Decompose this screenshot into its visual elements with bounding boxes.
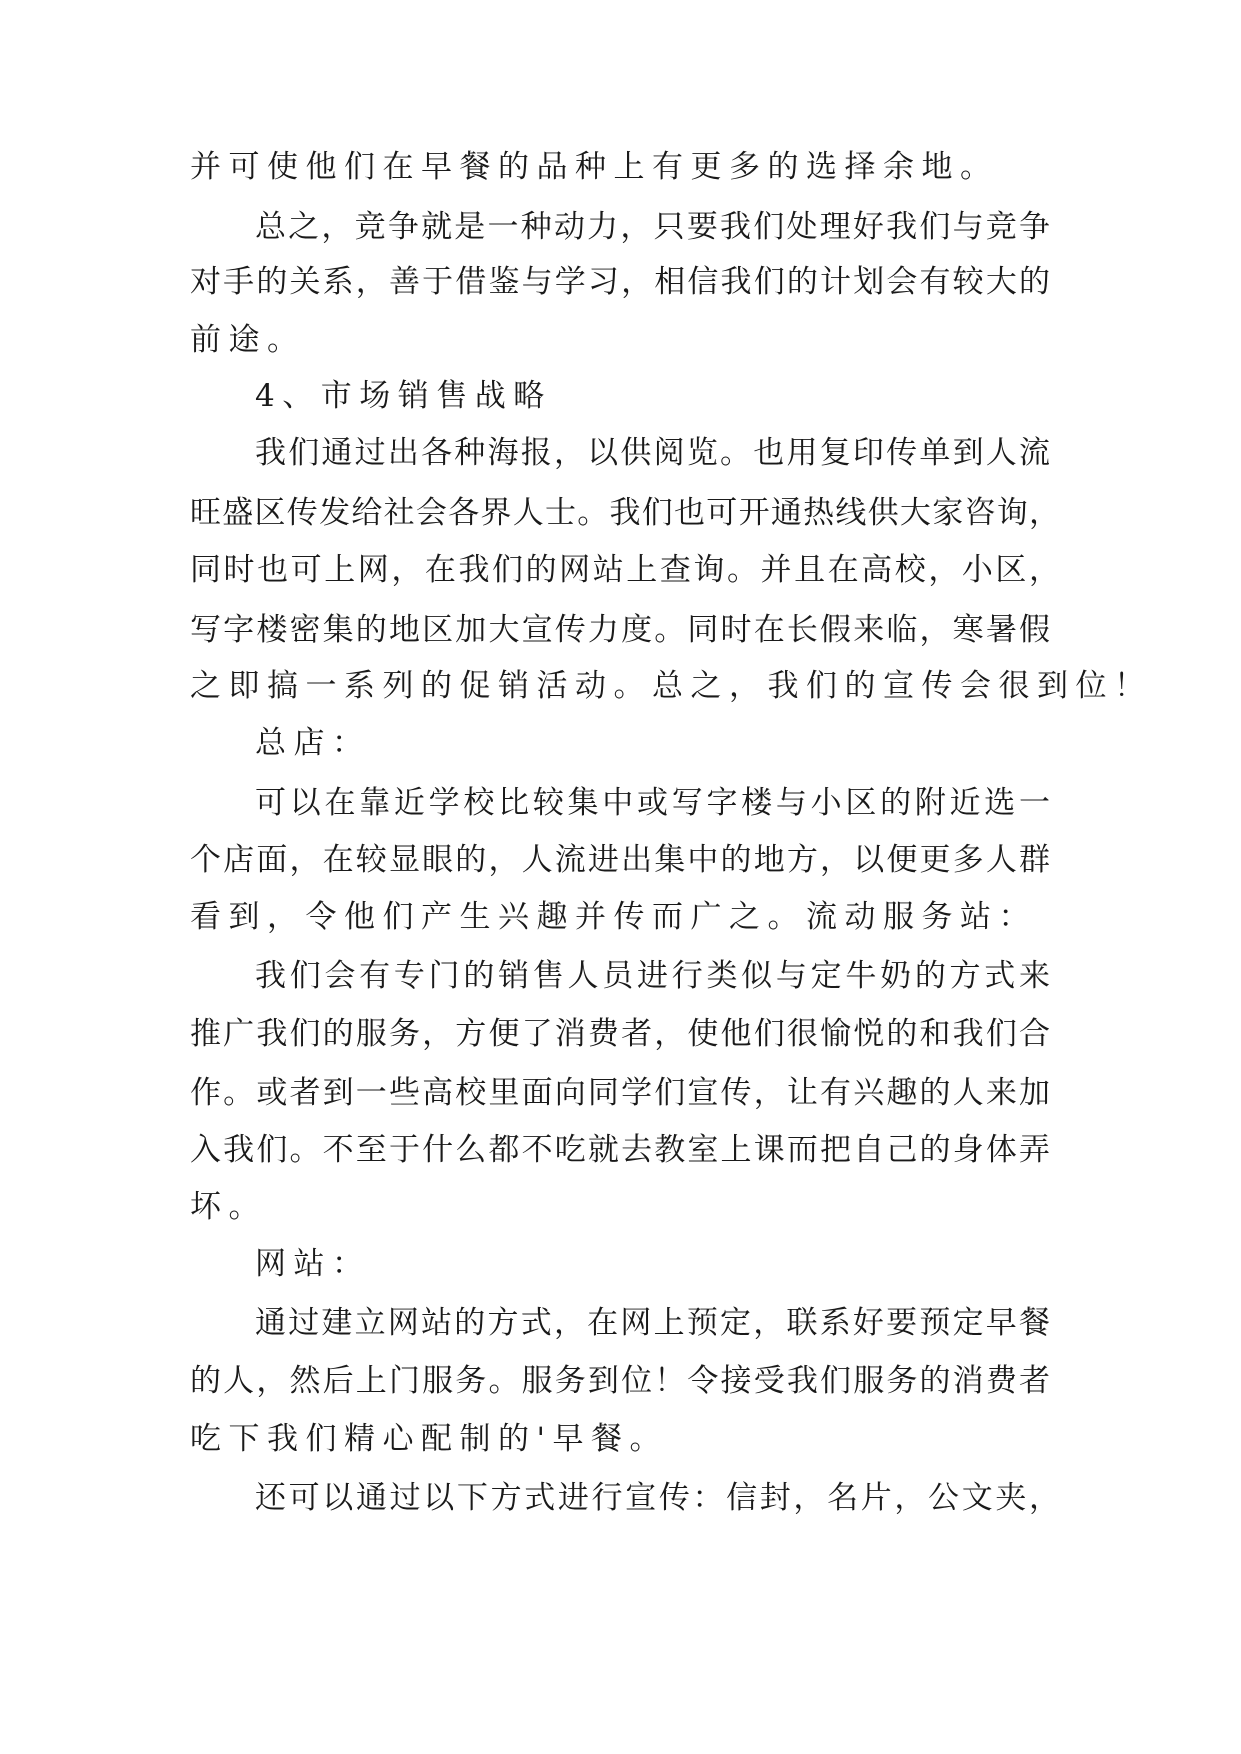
text-line: 作。或者到一些高校里面向同学们宣传，让有兴趣的人来加 [190, 1075, 1050, 1111]
text-line: 我们会有专门的销售人员进行类似与定牛奶的方式来 [255, 958, 1050, 994]
text-line: 我们通过出各种海报，以供阅览。也用复印传单到人流 [255, 435, 1050, 471]
text-line: 看到，令他们产生兴趣并传而广之。流动服务站： [190, 899, 1037, 935]
text-line: 前途。 [190, 322, 306, 358]
text-line: 总之，竞争就是一种动力，只要我们处理好我们与竞争 [255, 209, 1050, 245]
text-line: 总店： [255, 725, 371, 761]
text-line: 还可以通过以下方式进行宣传：信封，名片，公文夹， [255, 1480, 1060, 1516]
text-line: 入我们。不至于什么都不吃就去教室上课而把自己的身体弄 [190, 1132, 1050, 1168]
text-line: 推广我们的服务，方便了消费者，使他们很愉悦的和我们合 [190, 1016, 1050, 1052]
text-line: 网站： [255, 1246, 371, 1282]
text-line: 旺盛区传发给社会各界人士。我们也可开通热线供大家咨询， [190, 495, 1060, 531]
section-heading: 4、市场销售战略 [255, 378, 552, 414]
text-line: 坏。 [190, 1189, 267, 1225]
text-line: 吃下我们精心配制的'早餐。 [190, 1421, 669, 1457]
text-line: 对手的关系，善于借鉴与学习，相信我们的计划会有较大的 [190, 264, 1050, 300]
text-line: 通过建立网站的方式，在网上预定，联系好要预定早餐 [255, 1305, 1050, 1341]
text-line: 之即搞一系列的促销活动。总之，我们的宣传会很到位！ [190, 668, 1153, 704]
text-line: 的人，然后上门服务。服务到位！令接受我们服务的消费者 [190, 1363, 1050, 1399]
text-line: 并可使他们在早餐的品种上有更多的选择余地。 [190, 149, 999, 185]
text-line: 写字楼密集的地区加大宣传力度。同时在长假来临，寒暑假 [190, 612, 1050, 648]
text-line: 同时也可上网，在我们的网站上查询。并且在高校，小区， [190, 552, 1060, 588]
text-line: 可以在靠近学校比较集中或写字楼与小区的附近选一 [255, 785, 1050, 821]
text-line: 个店面，在较显眼的，人流进出集中的地方，以便更多人群 [190, 842, 1050, 878]
